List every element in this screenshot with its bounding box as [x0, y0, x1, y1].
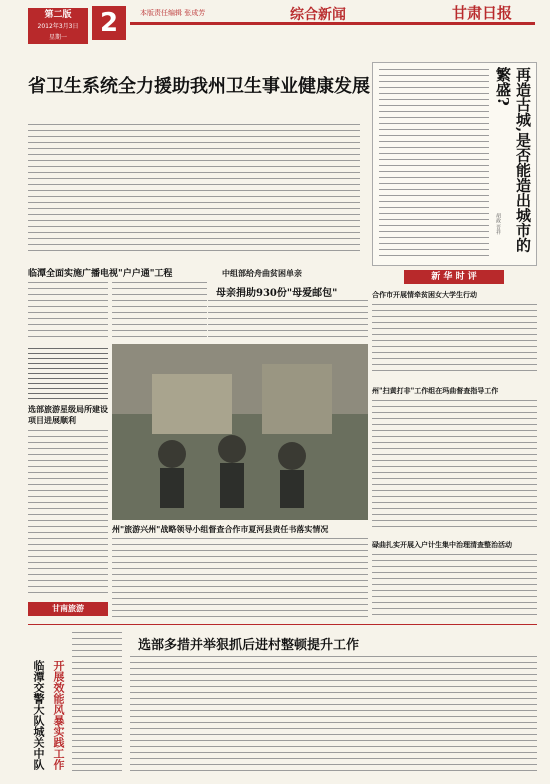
bank-subheadline: 母亲捐助930份"母爱邮包"	[216, 288, 338, 299]
pension-text	[372, 400, 537, 530]
broadcast-text	[28, 282, 108, 342]
main-headline: 省卫生系统全力援助我州卫生事业健康发展	[28, 76, 370, 97]
leader-text	[112, 538, 368, 620]
tour-headline: 选部旅游星级局所建设项目进展顺利	[28, 404, 108, 425]
leader-headline: 州"旅游兴州"战略领导小组督查合作市夏河县责任书落实情况	[112, 524, 329, 534]
edition-date: 2012年3月3日	[37, 23, 79, 30]
news-box-title: 新 华 时 评	[404, 270, 504, 284]
tour-box-label: 甘南旅游	[28, 602, 108, 616]
masthead-logo: 甘肃日报	[452, 4, 513, 22]
ag-text	[372, 554, 537, 620]
commentary-text	[379, 69, 489, 261]
edition-box	[28, 8, 88, 44]
edition-weekday: 星期一	[48, 34, 67, 41]
commentary-vertical-title: 再造古城,是否能造出城市的繁盛?	[494, 67, 532, 253]
broadcast-text-2	[112, 282, 207, 342]
bottom-rule	[28, 624, 537, 625]
tour-text	[28, 430, 108, 598]
commentary-author: 胡政 晋祥	[495, 213, 501, 235]
ag-headline: 碌曲扎实开展入户计生集中治理清查整治活动	[372, 540, 512, 549]
commentary-box	[372, 62, 537, 266]
broadcast-quote	[28, 348, 108, 400]
bank-text	[208, 300, 368, 340]
section-title: 综合新闻	[290, 7, 346, 23]
coop-text	[372, 304, 537, 376]
broadcast-headline: 临潭全面实施广播电视"户户通"工程	[28, 269, 173, 279]
main-article-text	[28, 124, 360, 256]
bottom-headline: 选部多措并举狠抓后进村整顿提升工作	[138, 638, 360, 653]
vertical-headline: 临潭交警大队城关中队	[32, 660, 45, 770]
pension-headline: 州"扫黄打非"工作组在玛曲督查指导工作	[372, 386, 499, 395]
bottom-text	[130, 656, 537, 776]
vertical-article-text	[72, 632, 122, 772]
coop-headline: 合作市开展情牵贫困女大学生行动	[372, 290, 477, 299]
bank-headline: 中组部给舟曲贫困单亲	[222, 268, 302, 278]
photo-illustration	[112, 344, 368, 520]
news-photo	[112, 344, 368, 520]
page-number: 2	[92, 6, 126, 40]
edition-label: 第二版	[44, 10, 72, 20]
vertical-subheadline: 开展效能风暴实践工作	[52, 660, 65, 770]
editor-line: 本版责任编辑 张成芳	[140, 9, 206, 17]
